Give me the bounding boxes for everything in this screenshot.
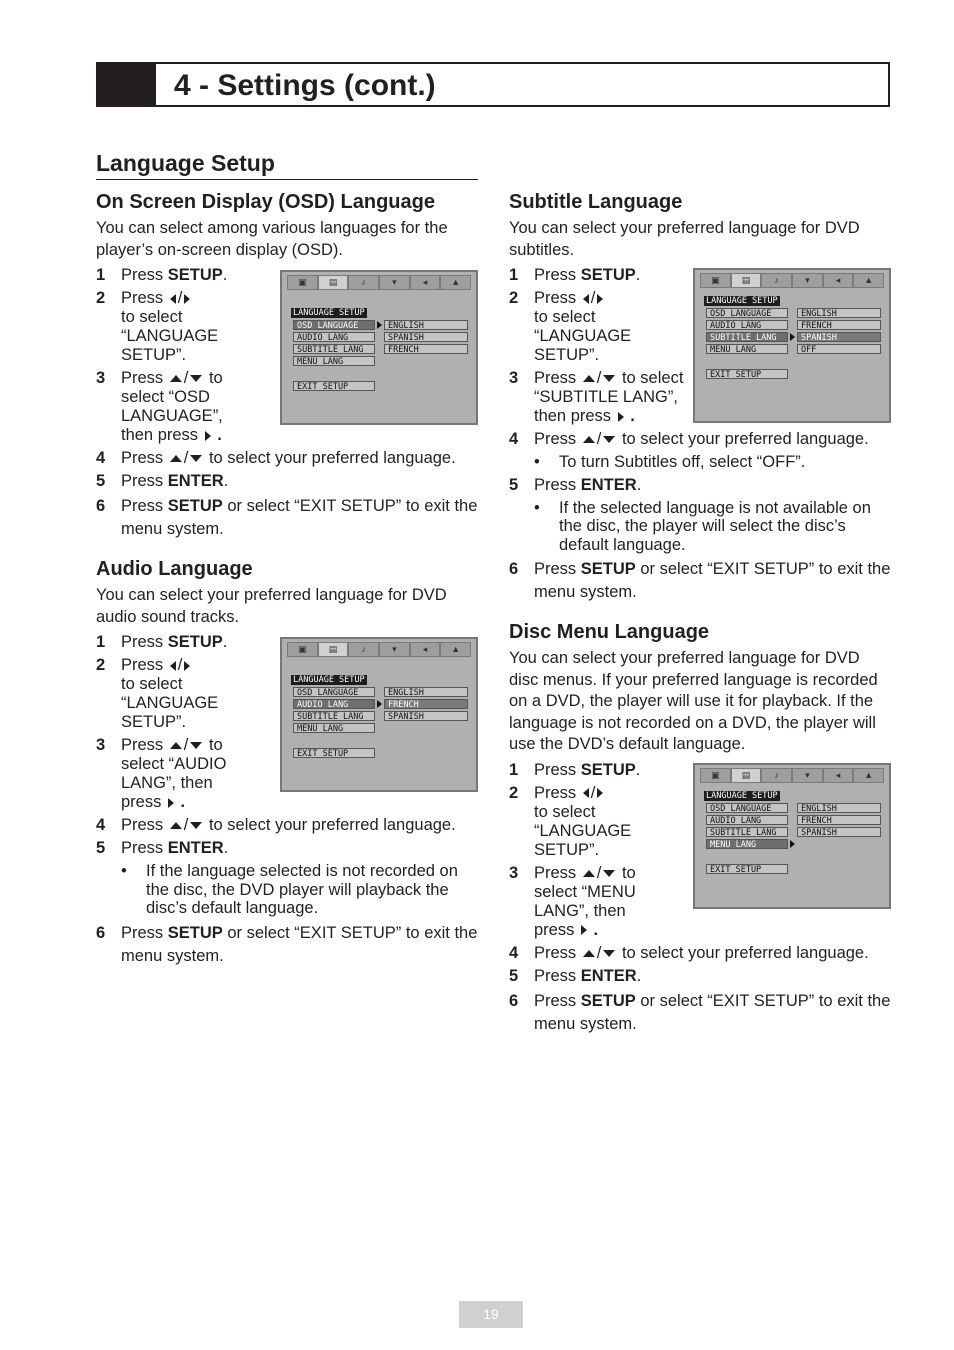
step-text: Press [534, 560, 581, 578]
step: 3 Press / to select “OSD LANGUAGE”, then press . [96, 369, 223, 444]
audio-language-steps [96, 633, 478, 968]
section-title: Language Setup [96, 150, 478, 180]
down-arrow-icon [603, 375, 615, 382]
step: 4 Press / to select your preferred language. [96, 816, 456, 834]
step-number: 3 [509, 369, 519, 387]
step [509, 558, 891, 604]
osd-item: MENU LANG [706, 344, 788, 354]
right-arrow-icon [581, 925, 587, 935]
osd-option: SPANISH [797, 827, 881, 837]
tab-icon: ▣ [700, 768, 731, 783]
step-text: to select “AUDIO LANG”, then press [121, 736, 227, 811]
step-text: to select “LANGUAGE SETUP”. [534, 308, 632, 364]
step-text: Press [534, 783, 577, 802]
subtitle-language-heading: Subtitle Language [509, 191, 683, 213]
up-arrow-icon [583, 950, 595, 957]
osd-option: SPANISH [384, 711, 468, 721]
left-arrow-icon [170, 661, 176, 671]
tab-icon: ♪ [761, 273, 792, 288]
step-text: to select your preferred language. [617, 430, 869, 448]
tab-icon: ◂ [410, 275, 441, 290]
step: 2 Press / to select “LANGUAGE SETUP”. [509, 289, 632, 364]
page-header [96, 62, 890, 107]
step-text: or select “EXIT SETUP” to exit the menu system. [121, 923, 478, 965]
page-number: 19 [459, 1301, 523, 1328]
step-text: Press [121, 497, 168, 515]
header-block [98, 64, 156, 105]
tab-icon: ▣ [287, 642, 318, 657]
step-text: Press [121, 839, 168, 857]
up-arrow-icon [583, 375, 595, 382]
step-number: 6 [509, 560, 519, 578]
audio-language-intro: You can select your preferred language for DVD audio sound tracks. [96, 586, 447, 626]
osd-exit-item: EXIT SETUP [293, 381, 375, 391]
step-text: or select “EXIT SETUP” to exit the menu system. [121, 497, 478, 538]
step-text: to select your preferred language. [204, 816, 456, 834]
step-number: 5 [509, 475, 519, 494]
audio-language-heading: Audio Language [96, 558, 253, 580]
step-number: 5 [96, 839, 106, 857]
up-arrow-icon [170, 375, 182, 382]
step-text: . [636, 966, 642, 985]
tab-icon: ▲ [853, 768, 884, 783]
down-arrow-icon [603, 950, 615, 957]
step-number: 2 [509, 783, 519, 802]
step [509, 967, 891, 986]
pointer-icon [377, 700, 382, 708]
step-number: 6 [509, 991, 519, 1010]
step-text: . [223, 472, 229, 490]
step: 4 Press / to select your preferred language. [509, 943, 869, 962]
step-text: Press [534, 991, 581, 1010]
page-title: 4 - Settings (cont.) [174, 69, 436, 102]
osd-menu-title: LANGUAGE SETUP [293, 675, 365, 685]
osd-exit-item: EXIT SETUP [706, 369, 788, 379]
tab-icon: ▤ [731, 273, 762, 288]
osd-item: SUBTITLE LANG [293, 711, 375, 721]
step-key: ENTER [580, 475, 637, 494]
step-number: 1 [509, 266, 519, 284]
tab-icon: ▾ [379, 275, 410, 290]
osd-item: SUBTITLE LANG [706, 332, 788, 342]
step-number: 5 [96, 472, 106, 490]
step: 4 Press / to select your preferred language. [96, 449, 456, 467]
step: 3 Press / to select “MENU LANG”, then press . [509, 863, 636, 939]
tab-icon: ▣ [700, 273, 731, 288]
step-key: SETUP [167, 923, 223, 942]
step-text: . [222, 266, 228, 284]
osd-tab-bar [700, 273, 884, 288]
osd-tab-bar [287, 642, 471, 657]
step-text: Press [121, 923, 168, 942]
step: 4 Press / to select your preferred language. [509, 430, 869, 448]
step-text: to select “SUBTITLE LANG”, then press [534, 369, 684, 425]
osd-item: AUDIO LANG [706, 815, 788, 825]
up-arrow-icon [170, 822, 182, 829]
step-number: 4 [509, 943, 519, 962]
tab-icon: ▲ [440, 642, 471, 657]
osd-tab-bar [287, 275, 471, 290]
step-number: 3 [96, 736, 106, 754]
right-arrow-icon [618, 412, 624, 422]
step-text: to select “MENU LANG”, then press [534, 863, 636, 939]
step-text: Press [534, 266, 581, 284]
step-key: SETUP [167, 497, 223, 515]
osd-option: ENGLISH [384, 320, 468, 330]
step [96, 839, 478, 858]
down-arrow-icon [603, 436, 615, 443]
up-arrow-icon [170, 742, 182, 749]
tab-icon: ◂ [410, 642, 441, 657]
osd-menu-screenshot [693, 763, 891, 909]
step-text: . [223, 839, 229, 857]
osd-item: OSD LANGUAGE [706, 803, 788, 813]
osd-language-intro: You can select among various languages for the player’s on-screen display (OSD). [96, 219, 448, 259]
step-text: Press [534, 475, 581, 494]
step-text: to select “LANGUAGE SETUP”. [121, 308, 219, 364]
step-key: ENTER [167, 472, 224, 490]
step-number: 2 [96, 289, 106, 307]
step-number: 6 [96, 923, 106, 942]
left-column [96, 150, 478, 972]
step-text: to select your preferred language. [204, 449, 456, 467]
note-bullet: • If the selected language is not available on the disc, the player will select the disc’s default language. [534, 499, 891, 555]
down-arrow-icon [603, 870, 615, 877]
tab-icon: ▾ [379, 642, 410, 657]
step-text: Press [121, 736, 164, 754]
subtitle-language-steps [509, 266, 891, 604]
step-text: Press [121, 472, 168, 490]
step: 3 Press / to select “AUDIO LANG”, then press . [96, 736, 227, 811]
left-arrow-icon [170, 294, 176, 304]
step-key: SETUP [580, 560, 636, 578]
step-text: or select “EXIT SETUP” to exit the menu system. [534, 991, 891, 1033]
up-arrow-icon [583, 870, 595, 877]
osd-option: OFF [797, 344, 881, 354]
osd-option: ENGLISH [797, 308, 881, 318]
osd-item: OSD LANGUAGE [293, 687, 375, 697]
step-text: Press [534, 289, 577, 307]
step-number: 4 [96, 449, 106, 467]
osd-language-steps [96, 266, 478, 541]
step: 2 Press / to select “LANGUAGE SETUP”. [96, 289, 219, 364]
step-number: 5 [509, 966, 519, 985]
step-text: Press [534, 430, 577, 448]
up-arrow-icon [583, 436, 595, 443]
step-text: to select “OSD LANGUAGE”, then press [121, 369, 223, 444]
osd-option: SPANISH [797, 332, 881, 342]
right-column [509, 190, 891, 1040]
osd-exit-item: EXIT SETUP [293, 748, 375, 758]
right-arrow-icon [184, 661, 190, 671]
step-text: Press [121, 449, 164, 467]
down-arrow-icon [190, 742, 202, 749]
down-arrow-icon [190, 822, 202, 829]
step-key: SETUP [580, 991, 636, 1010]
osd-item: MENU LANG [293, 723, 375, 733]
step-key: SETUP [580, 760, 636, 779]
step-text: Press [534, 760, 581, 779]
osd-menu-screenshot [280, 270, 478, 425]
tab-icon: ♪ [348, 275, 379, 290]
osd-item: AUDIO LANG [706, 320, 788, 330]
tab-icon: ▾ [792, 768, 823, 783]
step-number: 4 [509, 430, 519, 448]
step-text: Press [534, 369, 577, 387]
osd-item: AUDIO LANG [293, 332, 375, 342]
step-text: . [222, 633, 228, 651]
step [96, 495, 478, 541]
step [96, 922, 478, 968]
osd-option: FRENCH [384, 344, 468, 354]
disc-menu-language-intro: You can select your preferred language for DVD disc menus. If your preferred language is recorded on a DVD, the player will use it for playback. If the language is not recorded on a DVD, the player will use the DVD’s default language. [509, 649, 878, 753]
step-text: . [636, 475, 642, 494]
step-key: SETUP [167, 633, 223, 651]
right-arrow-icon [597, 294, 603, 304]
note-text: To turn Subtitles off, select “OFF”. [559, 453, 806, 471]
right-arrow-icon [597, 788, 603, 798]
pointer-icon [377, 321, 382, 329]
step-number: 3 [509, 863, 519, 882]
step-number: 2 [96, 656, 106, 674]
pointer-icon [790, 333, 795, 341]
osd-menu-screenshot [280, 637, 478, 792]
osd-item: MENU LANG [706, 839, 788, 849]
step: 2 Press / to select “LANGUAGE SETUP”. [96, 656, 219, 731]
tab-icon: ◂ [823, 273, 854, 288]
tab-icon: ▾ [792, 273, 823, 288]
disc-menu-language-heading: Disc Menu Language [509, 621, 710, 643]
step-text: Press [534, 863, 577, 882]
osd-tab-bar [700, 768, 884, 783]
right-arrow-icon [184, 294, 190, 304]
osd-option: ENGLISH [797, 803, 881, 813]
step-key: SETUP [580, 266, 636, 284]
disc-menu-language-steps [509, 761, 891, 1036]
step-text: Press [534, 943, 577, 962]
down-arrow-icon [190, 455, 202, 462]
step-text: or select “EXIT SETUP” to exit the menu system. [534, 560, 891, 601]
step [509, 476, 891, 495]
step-text: Press [121, 656, 164, 674]
step-number: 1 [96, 266, 106, 284]
right-arrow-icon [205, 431, 211, 441]
tab-icon: ♪ [761, 768, 792, 783]
step: 2 Press / to select “LANGUAGE SETUP”. [509, 783, 632, 859]
tab-icon: ▣ [287, 275, 318, 290]
step-text: Press [121, 369, 164, 387]
step-key: ENTER [167, 839, 224, 857]
step-number: 2 [509, 289, 519, 307]
osd-menu-screenshot [693, 268, 891, 423]
down-arrow-icon [190, 375, 202, 382]
osd-exit-item: EXIT SETUP [706, 864, 788, 874]
osd-option: SPANISH [384, 332, 468, 342]
osd-item: AUDIO LANG [293, 699, 375, 709]
osd-item: SUBTITLE LANG [293, 344, 375, 354]
left-arrow-icon [583, 788, 589, 798]
osd-option: FRENCH [797, 320, 881, 330]
step-key: SETUP [167, 266, 223, 284]
tab-icon: ▤ [318, 275, 349, 290]
step-text: Press [121, 266, 168, 284]
step-key: ENTER [580, 966, 637, 985]
step [96, 472, 478, 491]
tab-icon: ♪ [348, 642, 379, 657]
note-text: If the language selected is not recorded on the disc, the DVD player will playback the disc’s default language. [146, 862, 458, 917]
osd-option: ENGLISH [384, 687, 468, 697]
step-text: Press [121, 816, 164, 834]
step-number: 1 [509, 760, 519, 779]
note-bullet: • If the language selected is not recorded on the disc, the DVD player will playback the disc’s default language. [121, 862, 478, 918]
osd-option: FRENCH [384, 699, 468, 709]
tab-icon: ▲ [853, 273, 884, 288]
osd-item: OSD LANGUAGE [293, 320, 375, 330]
step-text: Press [534, 966, 581, 985]
osd-item: SUBTITLE LANG [706, 827, 788, 837]
step-number: 3 [96, 369, 106, 387]
step-number: 1 [96, 633, 106, 651]
step-text: Press [121, 633, 168, 651]
note-bullet: • To turn Subtitles off, select “OFF”. [534, 453, 891, 472]
note-text: If the selected language is not available on the disc, the player will select the disc’s default language. [559, 498, 871, 554]
tab-icon: ▤ [731, 768, 762, 783]
subtitle-language-intro: You can select your preferred language for DVD subtitles. [509, 219, 860, 259]
step: 3 Press / to select “SUBTITLE LANG”, then press . [509, 369, 684, 425]
pointer-icon [790, 840, 795, 848]
osd-language-heading: On Screen Display (OSD) Language [96, 191, 435, 213]
osd-item: MENU LANG [293, 356, 375, 366]
osd-menu-title: LANGUAGE SETUP [706, 296, 778, 306]
tab-icon: ◂ [823, 768, 854, 783]
step-text: to select your preferred language. [617, 943, 869, 962]
step-text: to select “LANGUAGE SETUP”. [121, 675, 219, 731]
osd-option: FRENCH [797, 815, 881, 825]
step-text: Press [121, 289, 164, 307]
step-text: . [635, 266, 641, 284]
step [509, 990, 891, 1036]
osd-item: OSD LANGUAGE [706, 308, 788, 318]
osd-menu-title: LANGUAGE SETUP [293, 308, 365, 318]
step-text: to select “LANGUAGE SETUP”. [534, 802, 632, 859]
tab-icon: ▤ [318, 642, 349, 657]
step-number: 4 [96, 816, 106, 834]
left-arrow-icon [583, 294, 589, 304]
osd-menu-title: LANGUAGE SETUP [706, 790, 778, 801]
right-arrow-icon [168, 798, 174, 808]
step-text: . [635, 760, 641, 779]
step-number: 6 [96, 497, 106, 515]
tab-icon: ▲ [440, 275, 471, 290]
up-arrow-icon [170, 455, 182, 462]
